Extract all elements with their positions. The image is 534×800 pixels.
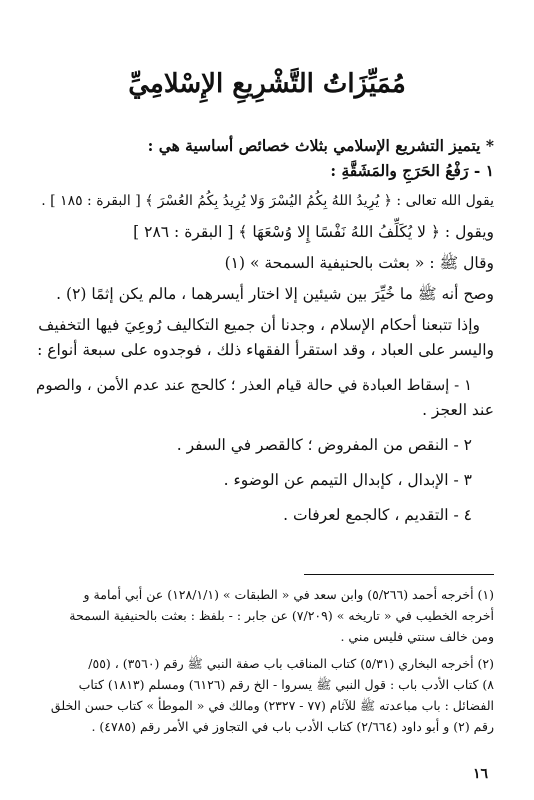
- paragraph-line-2: واليسر على العباد ، وقد استقرأ الفقهاء ذلك ، فوجدوه على سبعة أنواع :: [37, 341, 494, 359]
- footnote-2-line-2: ٨) كتاب الأدب باب : قول النبي ﷺ يسروا - الخ رقم (٦١٢٦) ومسلم (١٨١٣) كتاب: [78, 677, 494, 692]
- footnote-divider: [304, 574, 494, 575]
- footnote-1-line-3: ومن خالف سنتي فليس مني .: [340, 629, 494, 644]
- list-item-1-cont: عند العجز .: [422, 401, 494, 419]
- page-title: مُمَيِّزَاتُ التَّشْرِيعِ الإِسْلامِيِّ: [128, 69, 406, 99]
- list-item-3: ٣ - الإبدال ، كإبدال التيمم عن الوضوء .: [223, 471, 472, 489]
- section-heading: ١ - رَفْعُ الحَرَجِ والمَشَقَّةِ :: [330, 161, 494, 180]
- hadith-1: وقال ﷺ : « بعثت بالحنيفية السمحة » (١): [224, 254, 494, 272]
- footnote-1-line-1: (١) أخرجه أحمد (٥/٢٦٦) وابن سعد في « الطبقات » (١٢٨/١/١) عن أبي أمامة و: [83, 587, 494, 602]
- quran-verse-1: يقول الله تعالى : ﴿ يُرِيدُ اللهُ بِكُمُ اليُسْرَ وَلا يُرِيدُ بِكُمُ العُسْرَ ﴾ [ البقرة : ١٨٥ ] .: [41, 193, 494, 209]
- list-item-2: ٢ - النقص من المفروض ؛ كالقصر في السفر .: [176, 436, 472, 454]
- page-number: ١٦: [472, 766, 488, 782]
- intro-text: يتميز التشريع الإسلامي بثلاث خصائص أساسية هي :: [147, 136, 481, 155]
- quran-verse-2: ويقول : ﴿ لا يُكَلِّفُ اللهُ نَفْسًا إِلا وُسْعَهَا ﴾ [ البقرة : ٢٨٦ ]: [133, 223, 494, 241]
- footnote-1-line-2: أخرجه الخطيب في « تاريخه » (٧/٢٠٩) عن جابر : - بلفظ : بعثت بالحنيفية السمحة: [69, 608, 494, 623]
- list-item-4: ٤ - التقديم ، كالجمع لعرفات .: [283, 506, 472, 524]
- paragraph-line-1: وإذا تتبعنا أحكام الإسلام ، وجدنا أن جميع التكاليف رُوعِيَ فيها التخفيف: [38, 316, 480, 334]
- intro-line: [29, 133, 494, 158]
- footnote-2-line-3: الفضائل : باب مباعدته ﷺ للآثام (٧٧ - ٢٣٢٧) ومالك في « الموطأ » كتاب حسن الخلق: [50, 698, 494, 713]
- hadith-2: وصح أنه ﷺ ما خُيِّرَ بين شيئين إلا اختار أيسرهما ، مالم يكن إثمًا (٢) .: [56, 285, 494, 303]
- asterisk-icon: *: [485, 136, 494, 155]
- main-text: [29, 133, 494, 528]
- footnotes: [26, 584, 494, 737]
- footnote-2-line-4: رقم (٢) و أبو داود (٢/٦٦٤) كتاب الأدب باب في التجاوز في الأمر رقم (٤٧٨٥) .: [91, 719, 494, 734]
- list-item-1: ١ - إسقاط العبادة في حالة قيام العذر ؛ كالحج عند عدم الأمن ، والصوم: [36, 376, 472, 394]
- footnote-2-line-1: (٢) أخرجه البخاري (٥/٣١) كتاب المناقب باب صفة النبي ﷺ رقم (٣٥٦٠) ، (٥٥/: [88, 656, 494, 671]
